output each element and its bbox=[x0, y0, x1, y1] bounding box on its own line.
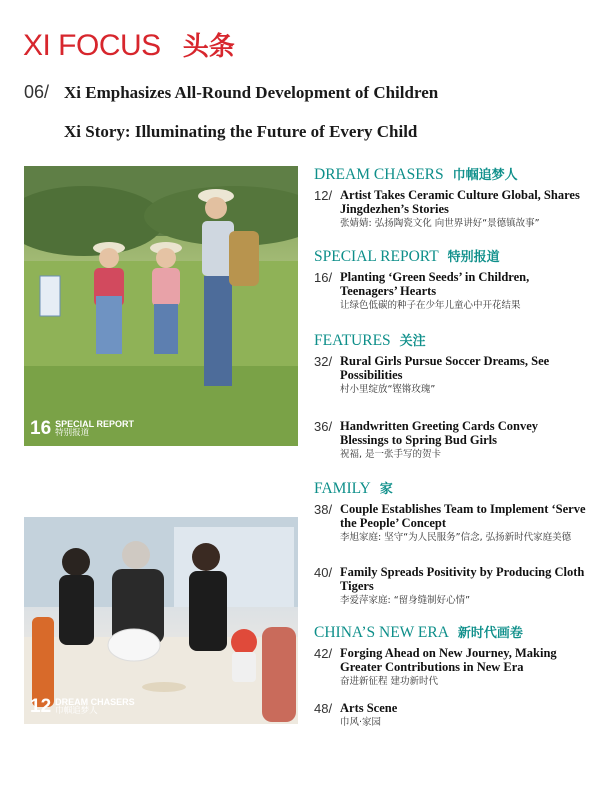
toc-entry[interactable] bbox=[314, 646, 586, 687]
brand-title: XI FOCUS bbox=[23, 29, 161, 62]
photo-caption-special-report[interactable] bbox=[30, 418, 134, 440]
section-chinas-new-era bbox=[314, 622, 586, 739]
caption-page-number: 12 bbox=[30, 696, 52, 717]
toc-entry[interactable] bbox=[314, 270, 586, 311]
entry-title-cn: 张婧婧: 弘扬陶瓷文化 向世界讲好“景德镇故事” bbox=[340, 218, 540, 229]
entry-page-number: 48/ bbox=[314, 701, 333, 717]
lead-title-2[interactable]: Xi Story: Illuminating the Future of Every Child bbox=[64, 122, 418, 141]
toc-entry[interactable] bbox=[314, 502, 586, 543]
entry-title-cn: 村小里绽放“铿锵玫瑰” bbox=[340, 384, 436, 395]
entry-title[interactable]: Artist Takes Ceramic Culture Global, Shares Jingdezhen’s Stories bbox=[340, 188, 580, 216]
lead-page-number: 06/ bbox=[24, 82, 50, 102]
entry-page-number: 32/ bbox=[314, 354, 333, 369]
section-title-en: FAMILY bbox=[314, 480, 371, 497]
section-title-en: DREAM CHASERS bbox=[314, 166, 444, 183]
section-title-en: FEATURES bbox=[314, 332, 391, 349]
caption-label-cn: 巾帼追梦人 bbox=[55, 706, 98, 717]
brand-title-cn: 头条 bbox=[182, 32, 235, 62]
photo-caption-dream-chasers[interactable] bbox=[30, 696, 135, 718]
photo-ceramic-studio bbox=[24, 517, 298, 724]
section-title-cn: 巾帼追梦人 bbox=[452, 168, 518, 183]
section-family bbox=[314, 478, 586, 617]
entry-title[interactable]: Arts Scene bbox=[340, 701, 398, 716]
section-special-report bbox=[314, 246, 586, 321]
entry-title[interactable]: Forging Ahead on New Journey, Making Greater Contributions in New Era bbox=[340, 646, 557, 674]
section-title-en: SPECIAL REPORT bbox=[314, 248, 439, 265]
toc-entry[interactable] bbox=[314, 354, 586, 395]
entry-title[interactable]: Couple Establishes Team to Implement ‘Serve the People’ Concept bbox=[340, 502, 586, 530]
toc-entry[interactable] bbox=[314, 701, 586, 728]
entry-page-number: 36/ bbox=[314, 419, 333, 435]
section-dream-chasers bbox=[314, 164, 586, 239]
section-title-en: CHINA’S NEW ERA bbox=[314, 624, 449, 641]
section-title-cn: 新时代画卷 bbox=[457, 626, 523, 641]
entry-title[interactable]: Handwritten Greeting Cards Convey Blessings to Spring Bud Girls bbox=[340, 419, 539, 448]
caption-label-en: SPECIAL REPORT bbox=[55, 418, 134, 429]
lead-story[interactable] bbox=[24, 82, 438, 103]
entry-title-cn: 李旭家庭: 坚守“为人民服务”信念, 弘扬新时代家庭美德 bbox=[340, 532, 572, 543]
caption-label-cn: 特别报道 bbox=[55, 428, 90, 439]
section-title-cn: 家 bbox=[379, 482, 393, 497]
entry-title-cn: 奋进新征程 建功新时代 bbox=[340, 676, 439, 687]
entry-title[interactable]: Family Spreads Positivity by Producing Cloth Tigers bbox=[340, 565, 585, 594]
entry-title-cn: 李爱萍家庭: “留身缝制好心情” bbox=[340, 595, 471, 607]
section-title-cn: 特别报道 bbox=[447, 250, 500, 265]
entry-page-number: 40/ bbox=[314, 565, 333, 581]
toc-entry[interactable] bbox=[314, 419, 586, 460]
ceramic-studio-illustration bbox=[24, 517, 298, 724]
entry-page-number: 38/ bbox=[314, 502, 333, 517]
toc-entry[interactable] bbox=[314, 188, 586, 229]
entry-title[interactable]: Rural Girls Pursue Soccer Dreams, See Possibilities bbox=[340, 354, 550, 382]
page-header bbox=[23, 26, 235, 63]
entry-title[interactable]: Planting ‘Green Seeds’ in Children, Teenagers’ Hearts bbox=[340, 270, 530, 298]
entry-title-cn: 祝福, 是一张手写的贺卡 bbox=[340, 449, 442, 461]
children-field-illustration bbox=[24, 166, 298, 446]
toc-entry[interactable] bbox=[314, 565, 586, 606]
photo-children-field bbox=[24, 166, 298, 446]
section-title-cn: 关注 bbox=[399, 334, 426, 349]
entry-page-number: 16/ bbox=[314, 270, 333, 285]
section-features bbox=[314, 330, 586, 471]
caption-page-number: 16 bbox=[30, 418, 52, 439]
lead-title[interactable]: Xi Emphasizes All-Round Development of Children bbox=[64, 83, 439, 102]
entry-page-number: 42/ bbox=[314, 646, 333, 661]
entry-title-cn: 巾风·家园 bbox=[340, 717, 382, 729]
entry-title-cn: 让绿色低碳的种子在少年儿童心中开花结果 bbox=[340, 300, 521, 311]
caption-label-en: DREAM CHASERS bbox=[55, 696, 135, 707]
entry-page-number: 12/ bbox=[314, 188, 333, 203]
